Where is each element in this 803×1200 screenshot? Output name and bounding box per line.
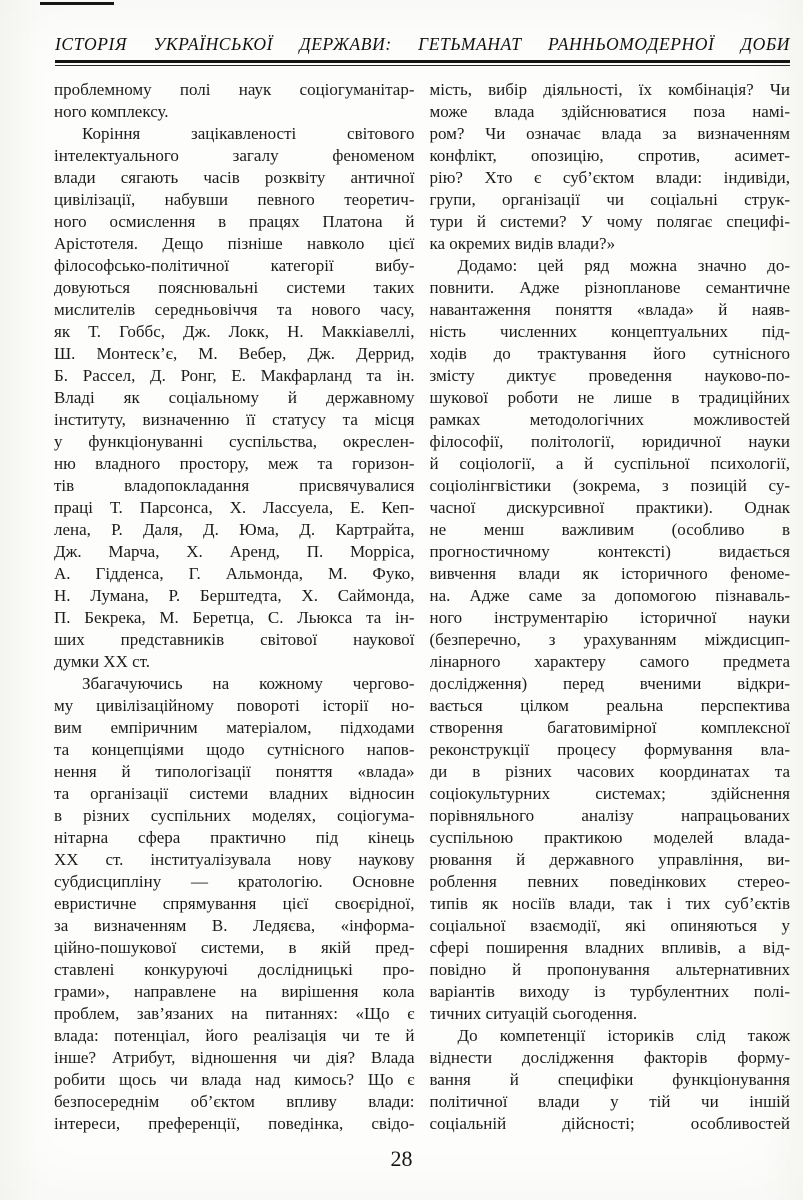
text-line: вивчення влади як історичного феноме- [429, 564, 790, 583]
text-line: порівняльного аналізу напрацьованих [429, 806, 790, 825]
text-line: політичної влади у тій чи іншій [429, 1092, 790, 1111]
text-line: лена, Р. Даля, Д. Юма, Д. Картрайта, [54, 520, 415, 539]
text-line: евристичне спрямування цієї своєрідної, [54, 894, 415, 913]
text-line: ного інструментарію історичної науки [429, 608, 790, 627]
text-line: інтереси, преференції, поведінка, свідо- [54, 1114, 415, 1133]
text-line: шукової роботи не лише в традиційних [429, 388, 790, 407]
running-header [55, 33, 790, 66]
paragraph [430, 1025, 791, 1135]
text-line: та організації системи владних відносин [54, 784, 415, 803]
text-line: му цивілізаційному повороті історії но- [54, 696, 415, 715]
text-column-right [430, 79, 791, 1135]
text-line: суспільною практикою моделей влада- [429, 828, 790, 847]
text-line: змісту диктує проведення науково-по- [429, 366, 790, 385]
text-line: соціальній дійсності; особливостей [429, 1114, 790, 1133]
text-line: мислителів середньовіччя та нового часу, [54, 300, 415, 319]
running-header-title: ІСТОРІЯ УКРАЇНСЬКОЇ ДЕРЖАВИ: ГЕТЬМАНАТ РАННЬОМОДЕРНОЇ ДОБИ [55, 34, 790, 54]
text-line: лінарного характеру самого предмета [429, 652, 790, 671]
paragraph [430, 79, 791, 255]
text-line: А. Гідденса, Г. Альмонда, М. Фуко, [54, 564, 415, 583]
text-line: рію? Хто є суб’єктом влади: індивіди, [429, 168, 790, 187]
text-line: Збагачуючись на кожному чергово- [82, 674, 415, 693]
text-line: тичних ситуацій сьогодення. [429, 1004, 638, 1023]
text-line: створення багатовимірної комплексної [429, 718, 790, 737]
text-line: проблемному полі наук соціогуманітар- [54, 80, 415, 99]
text-line: інше? Атрибут, відношення чи дія? Влада [54, 1048, 415, 1067]
text-line: як Т. Гоббс, Дж. Локк, Н. Маккіавеллі, [54, 322, 415, 341]
text-line: дослідження) перед вченими відкри- [429, 674, 790, 693]
text-line: нітарна сфера практично під кінець [54, 828, 415, 847]
text-line: рамках методологічних можливостей [429, 410, 790, 429]
text-line: думки XX ст. [54, 652, 151, 671]
text-line: на. Адже саме за допомогою пізнаваль- [429, 586, 790, 605]
text-line: варіантів виходу із турбулентних полі- [429, 982, 790, 1001]
text-line: тів владопокладання присвячувалися [54, 476, 415, 495]
text-line: за визначенням В. Ледяєва, «інформа- [54, 916, 415, 935]
header-rule-thick [55, 60, 790, 63]
text-line: віднести дослідження факторів форму- [429, 1048, 790, 1067]
text-line: Дж. Марча, Х. Аренд, П. Морріса, [54, 542, 415, 561]
text-line: соціокультурних системах; здійснення [429, 784, 790, 803]
text-line: праці Т. Парсонса, Х. Лассуела, Е. Кеп- [54, 498, 415, 517]
text-line: Коріння зацікавленості світового [82, 124, 415, 143]
text-line: повнити. Адже різнопланове семантичне [429, 278, 790, 297]
text-line: влади сягають часів розквіту античної [54, 168, 415, 187]
text-line: не менш важливим (особливо в [429, 520, 790, 539]
paragraph [54, 123, 415, 673]
text-line: часної дискурсивної практики). Однак [429, 498, 790, 517]
text-line: соціальної взаємодії, які опиняються у [429, 916, 790, 935]
text-line: у функціонуванні суспільства, окреслен- [54, 432, 415, 451]
text-line: ню владного простору, меж та горизон- [54, 454, 415, 473]
text-line: довуються пояснювальні системи таких [54, 278, 415, 297]
text-line: інтелектуального загалу феноменом [54, 146, 415, 165]
text-line: групи, організації чи соціальні струк- [429, 190, 790, 209]
page-number: 28 [390, 1146, 413, 1171]
paragraph [54, 673, 415, 1135]
text-line: проблем, зав’язаних на питаннях: «Що є [54, 1004, 415, 1023]
text-line: й соціології, а й суспільної психології, [429, 454, 790, 473]
text-line: навантаження поняття «влада» й наяв- [429, 300, 790, 319]
text-line: ного комплексу. [54, 102, 169, 121]
text-line: в різних суспільних моделях, соціогума- [54, 806, 415, 825]
text-line: філософії, політології, юридичної науки [429, 432, 790, 451]
text-line: сфері поширення владних впливів, а від- [429, 938, 790, 957]
text-line: реконструкції процесу формування вла- [429, 740, 790, 759]
text-line: грами», направлене на вирішення кола [54, 982, 415, 1001]
scan-artifact-line [40, 2, 114, 5]
text-line: цивілізації, набувши певного теоретич- [54, 190, 415, 209]
text-line: філософсько-політичної категорії вибу- [54, 256, 415, 275]
text-line: Додамо: цей ряд можна значно до- [457, 256, 790, 275]
text-line: П. Бекрека, М. Беретца, С. Льюкса та ін- [54, 608, 415, 627]
text-line: рювання й державного управління, ви- [429, 850, 790, 869]
text-line: та концепціями щодо сутнісного напов- [54, 740, 415, 759]
text-line: ди в різних часових координатах та [429, 762, 790, 781]
text-line: ного осмислення в працях Платона й [54, 212, 415, 231]
text-line: ність численних концептуальних під- [429, 322, 790, 341]
text-line: робити щось чи влада над кимось? Що є [54, 1070, 415, 1089]
text-line: До компетенції істориків слід також [457, 1026, 790, 1045]
text-line: вається цілком реальна перспектива [429, 696, 790, 715]
paragraph [430, 255, 791, 1025]
text-line: ка окремих видів влади?» [429, 234, 616, 253]
text-line: тури й системи? У чому полягає специфі- [429, 212, 790, 231]
text-line: ставлені конкуруючі дослідницькі про- [54, 960, 415, 979]
text-line: ром? Чи означає влада за визначенням [429, 124, 790, 143]
text-line: влада: потенціал, його реалізація чи те й [54, 1026, 415, 1045]
text-line: XX ст. інституалізувала нову наукову [54, 850, 415, 869]
text-line: конфлікт, опозицію, спротив, асимет- [429, 146, 790, 165]
text-line: Б. Рассел, Д. Ронг, Е. Макфарланд та ін. [54, 366, 415, 385]
header-rule-thin [55, 65, 790, 66]
text-line: ших представників світової наукової [54, 630, 415, 649]
text-line: інституту, визначенню її статусу та місця [54, 410, 415, 429]
text-line: Арістотеля. Дещо пізніше навколо цієї [54, 234, 415, 253]
text-line: повідно й пропонування альтернативних [429, 960, 790, 979]
text-line: вим емпіричним матеріалом, підходами [54, 718, 415, 737]
text-line: вання й специфіки функціонування [429, 1070, 790, 1089]
text-line: ційно-пошукової системи, в якій пред- [54, 938, 415, 957]
text-line: Владі як соціальному й державному [54, 388, 415, 407]
text-line: нення й типологізації поняття «влада» [54, 762, 415, 781]
paragraph [54, 79, 415, 123]
text-line: мість, вибір діяльності, їх комбінація? Чи [429, 80, 790, 99]
text-columns [54, 79, 790, 1135]
text-line: роблення певних поведінкових стерео- [429, 872, 790, 891]
text-line: безпосереднім об’єктом впливу влади: [54, 1092, 415, 1111]
text-line: (безперечно, з урахуванням міждисцип- [429, 630, 790, 649]
text-line: субдисципліну — кратологію. Основне [54, 872, 415, 891]
text-line: типів як носіїв влади, так і тих суб’єктів [429, 894, 790, 913]
text-line: прогностичному контексті) видається [429, 542, 790, 561]
text-line: Ш. Монтеск’є, М. Вебер, Дж. Деррид, [54, 344, 415, 363]
text-line: може влада здійснюватися поза намі- [429, 102, 790, 121]
text-column-left [54, 79, 415, 1135]
text-line: Н. Лумана, Р. Берштедта, Х. Саймонда, [54, 586, 415, 605]
text-line: соціолінгвістики (зокрема, з позицій су- [429, 476, 790, 495]
text-line: ходів до трактування його сутнісного [429, 344, 790, 363]
